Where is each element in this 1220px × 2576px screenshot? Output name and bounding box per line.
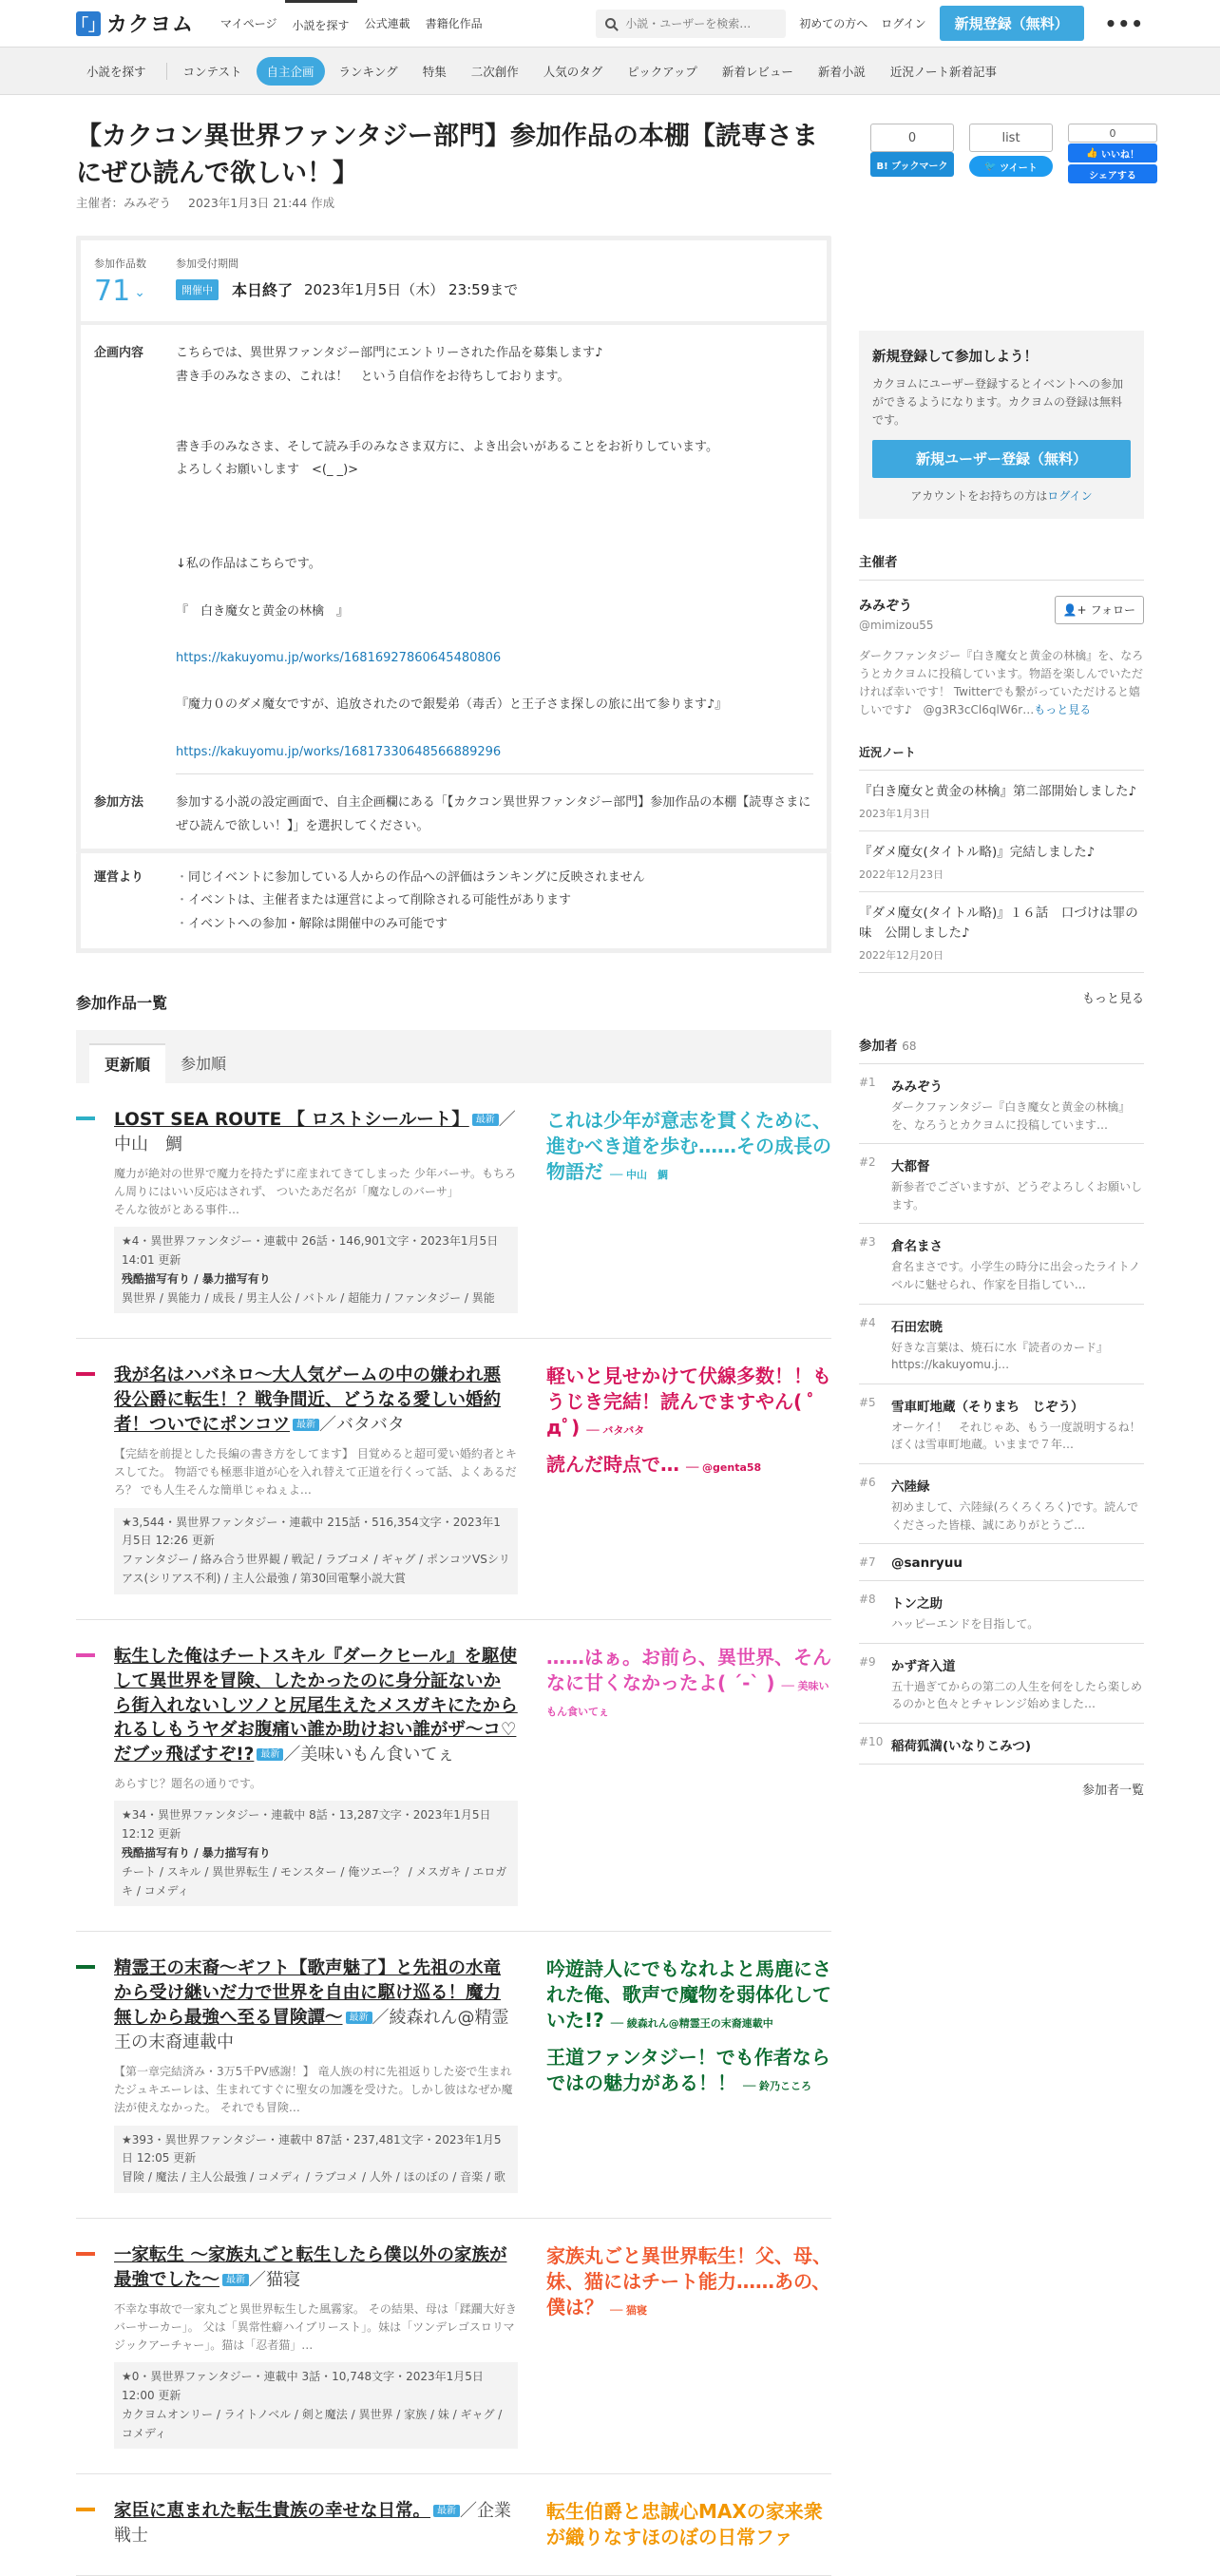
event-info-box (76, 236, 831, 853)
work-title-link[interactable]: 転生した俺はチートスキル『ダークヒール』を駆使して異世界を冒険、したかったのに身分証ないから街入れないしツノと尻尾生えたメスガキにたかられるしもうヤダお腹痛い誰か助けおい誰がザ〜コ♡だブッ飛ばすぞ!? (114, 1646, 518, 1765)
participant-item[interactable] (859, 1464, 1144, 1544)
participant-item[interactable] (859, 1581, 1144, 1644)
work-catch (546, 2499, 831, 2550)
participant-name[interactable]: かず斉入道 (891, 1658, 956, 1674)
work-intro: 【第一章完結済み・3万5千PV感謝！】 竜人族の村に先祖返りした姿で生まれたジュキエーレは、生まれてすぐに聖女の加護を受けた。しかし彼はなぜか魔法が使えなかった。 それでも冒険… (114, 2064, 513, 2115)
participant-name[interactable]: 石田宏暁 (891, 1319, 943, 1335)
event-meta (76, 194, 334, 211)
method-label: 参加方法 (94, 795, 144, 811)
work-title (114, 2499, 518, 2548)
work-title (114, 1956, 518, 2055)
work-stats: ★0・異世界ファンタジー・連載中 3話・10,748文字・2023年1月5日 12:00 更新 (122, 2370, 484, 2403)
work-intro: 不幸な事故で一家丸ごと異世界転生した風霧家。 その結果、母は「蹂躙大好きバーサーカー」。 父は「異常性癖ハイブリースト」。妹は「ツンデレゴスロリマジックアーチャー」。猫は「忍者猫」… (114, 2301, 517, 2353)
tweet-label: ツイート (1000, 162, 1038, 174)
catchphrase-author: ── バタバタ (586, 1424, 645, 1438)
genre-color-bar (76, 2252, 95, 2256)
participant-item[interactable] (859, 1724, 1144, 1765)
organizer-link[interactable]: 主催者：みみぞう (76, 196, 172, 210)
participant-item[interactable] (859, 1644, 1144, 1724)
work-tags[interactable]: カクヨムオンリー / ライトノベル / 剣と魔法 / 異世界 / 家族 / 妹 / ギャグ / コメディ (122, 2407, 503, 2440)
work-info (114, 2243, 518, 2450)
follow-label: フォロー (1090, 603, 1135, 618)
catchphrase (546, 1956, 831, 2033)
desc-line (176, 483, 727, 506)
participant-rank: #6 (859, 1475, 876, 1489)
work-title-link[interactable]: 精霊王の末裔～ギフト【歌声魅了】と先祖の水竜から受け継いだ力で世界を自由に駆け巡る！魔力無しから最強へ至る冒険譚～ (114, 1958, 502, 2029)
news-item[interactable] (859, 892, 1144, 973)
review-text: 王道ファンタジー！でも作者ならではの魅力がある！！ (546, 2046, 830, 2095)
work-catch (546, 1956, 831, 2193)
signup-button[interactable]: 新規ユーザー登録（無料） (872, 440, 1131, 478)
join-title: 新規登録して参加しよう！ (872, 350, 1038, 365)
fb-count: 0 (1068, 124, 1157, 143)
catchphrase (546, 1645, 831, 1722)
subnav-ranking[interactable]: ランキング (338, 64, 398, 79)
rule-item: ・ イベントは、主催者または運営によって削除される可能性があります (176, 889, 645, 913)
work-stats: ★3,544・異世界ファンタジー・連載中 215話・516,354文字・2023年1月5日 12:26 更新 (122, 1515, 501, 1548)
new-badge: 最新 (472, 1114, 499, 1126)
join-box (859, 331, 1144, 519)
organizer-id: @mimizou55 (859, 618, 934, 632)
global-nav (213, 0, 490, 48)
work-info (114, 1108, 518, 1314)
work-item (76, 2474, 831, 2576)
organizer-name[interactable]: みみぞう (859, 598, 912, 614)
hatena-bookmark-button[interactable]: B! ブックマーク (870, 152, 954, 177)
new-badge: 最新 (433, 2505, 460, 2517)
fb-share-button[interactable]: シェアする (1068, 164, 1157, 183)
participants-more-link[interactable]: 参加者一覧 (1081, 1783, 1144, 1798)
more-menu-icon[interactable]: ••• (1104, 11, 1144, 35)
work-title-link[interactable]: LOST SEA ROUTE 【 ロストシールート】 (114, 1109, 469, 1130)
organizer-bio (859, 647, 1144, 720)
participant-info (891, 1076, 1144, 1134)
work-title-link[interactable]: 家臣に恵まれた転生貴族の幸せな日常。 (114, 2501, 431, 2522)
desc-line (176, 412, 727, 436)
sidebar-login-link[interactable]: ログイン (1047, 488, 1093, 503)
work-item (76, 2219, 831, 2475)
organizer-heading: 主催者 (859, 551, 1144, 581)
subnav-tags[interactable]: 人気のタグ (543, 64, 603, 79)
participant-rank: #4 (859, 1315, 876, 1329)
register-button[interactable]: 新規登録（無料） (940, 6, 1084, 41)
work-meta (114, 2362, 518, 2449)
catchphrase (546, 1364, 831, 1441)
catchphrase (546, 2499, 831, 2550)
participant-item[interactable] (859, 1544, 1144, 1581)
participant-name[interactable]: 雪車町地蔵（そりまち じぞう） (891, 1399, 1084, 1415)
work-stats: ★4・異世界ファンタジー・連載中 26話・146,901文字・2023年1月5日 14:01 更新 (122, 1234, 499, 1267)
work-tags[interactable]: ファンタジー / 絡み合う世界観 / 戦記 / ラブコメ / ギャグ / ポンコツVSシリアス(シリアス不利) / 主人公最強 / 第30回電撃小説大賞 (122, 1553, 510, 1585)
participant-rank: #8 (859, 1593, 876, 1607)
participant-rank: #10 (859, 1734, 884, 1748)
catchphrase-author: ── 中山 鯛 (609, 1168, 669, 1181)
news-item[interactable] (859, 831, 1144, 892)
rule-item: ・ 同じイベントに参加している人からの作品への評価はランキングに反映されません (176, 867, 645, 890)
work-catch (546, 1645, 831, 1907)
genre-color-bar (76, 1965, 95, 1969)
work-meta (114, 1227, 518, 1313)
login-prefix: アカウントをお持ちの方は (910, 488, 1048, 503)
content-warning: 残酷描写有り / 暴力描写有り (122, 1846, 271, 1860)
work-meta (114, 1801, 518, 1906)
work-meta (114, 1508, 518, 1594)
tab-updated[interactable]: 更新順 (89, 1043, 165, 1083)
participant-name[interactable]: @sanryuu (891, 1555, 963, 1572)
work-item (76, 1339, 831, 1619)
work-author[interactable]: ／バタバタ (319, 1415, 405, 1436)
join-method: 参加する小説の設定画面で、自主企画欄にある「【カクコン異世界ファンタジー部門】参加作品の本棚【読専さまにぜひ読んで欲しい！】」を選択してください。 (176, 795, 811, 834)
desc-line (176, 717, 727, 741)
page-title: 【カクコン異世界ファンタジー部門】参加作品の本棚【読専さまにぜひ読んで欲しい！】 (76, 122, 818, 189)
work-author[interactable]: ／中山 鯛 (114, 1109, 516, 1154)
work-stats: ★393・異世界ファンタジー・連載中 87話・237,481文字・2023年1月5日 12:05 更新 (122, 2132, 502, 2166)
content-warning: 残酷描写有り / 暴力描写有り (122, 1271, 271, 1286)
participant-name[interactable]: みみぞう (891, 1079, 943, 1095)
twitter-bird-icon: 🐦 (984, 161, 997, 172)
period-label: 参加受付期間 (176, 258, 238, 270)
desc-line: 『魔力０のダメ魔女ですが、追放されたので銀髪弟（毒舌）と王子さま探しの旅に出て参ります♪』 (176, 697, 728, 713)
work-url-link[interactable]: https://kakuyomu.jp/works/16817330648566889296 (176, 744, 502, 759)
rules-label: 運営より (94, 869, 144, 885)
desc-line: 書き手のみなさまの、これは！ という自信作をお待ちしております。 (176, 369, 570, 384)
first-time-link[interactable]: 初めての方へ (799, 17, 868, 30)
subnav-new-notes[interactable]: 近況ノート新着記事 (889, 64, 998, 79)
work-catch (546, 1108, 831, 1314)
news-item[interactable] (859, 771, 1144, 831)
news-date: 2022年12月20日 (859, 949, 944, 962)
participants-count: 68 (902, 1040, 917, 1053)
work-catch (546, 2243, 831, 2450)
participant-name[interactable]: 大都督 (891, 1159, 930, 1175)
work-author[interactable]: ／美味いもん食いてぇ (283, 1745, 455, 1765)
period-end: 2023年1月5日（木） 23:59まで (304, 281, 519, 298)
join-text: カクヨムにユーザー登録するとイベントへの参加ができるようになります。カクヨムの登録は無料です。 (872, 377, 1124, 428)
participant-info (891, 1555, 963, 1571)
catchphrase-text: 家族丸ごと異世界転生！父、母、妹、猫にはチート能力……あの、僕は？ (546, 2243, 831, 2318)
catchphrase (546, 2243, 831, 2320)
participant-item[interactable] (859, 1224, 1144, 1304)
works-list (76, 1083, 831, 2576)
work-item (76, 1620, 831, 1933)
nav-mypage[interactable]: マイページ (220, 17, 277, 30)
participant-rank: #2 (859, 1155, 876, 1170)
work-url-link[interactable]: https://kakuyomu.jp/works/16816927860645480806 (176, 650, 502, 665)
subnav-features[interactable]: 特集 (422, 64, 447, 79)
participant-info (891, 1235, 1144, 1293)
review-catchphrase (546, 1452, 831, 1478)
participant-name[interactable]: 六陸緑 (891, 1479, 930, 1495)
event-description (176, 342, 727, 764)
work-count[interactable] (94, 275, 176, 308)
sidebar (859, 331, 1144, 1798)
catchphrase-text: ……はぁ。お前ら、異世界、そんなに甘くなかったよ( ´-` ) (546, 1645, 831, 1694)
work-intro: 魔力が絶対の世界で魔力を持たずに産まれてきてしまった 少年バーサ。もちろん周りにはいい反応はされず、 ついたあだ名が「魔なしのバーサ」 そんな彼がとある事件… (114, 1166, 516, 1216)
admin-notes (76, 853, 831, 953)
participant-rank: #1 (859, 1076, 876, 1089)
nav-search-novels[interactable]: 小説を探す (285, 0, 357, 48)
desc-line: こちらでは、異世界ファンタジー部門にエントリーされた作品を募集します♪ (176, 346, 603, 360)
search-icon (605, 18, 616, 29)
work-info (114, 1645, 518, 1907)
catchphrase-author: ── 猫寝 (609, 2303, 648, 2317)
new-badge: 最新 (293, 1419, 319, 1431)
desc-line: 書き手のみなさま、そして読み手のみなさま双方に、よき出会いがあることをお祈りしています。 (176, 439, 718, 454)
desc-line (176, 506, 727, 530)
tab-joined[interactable]: 参加順 (181, 1055, 227, 1074)
subnav-contest[interactable]: コンテスト (182, 64, 242, 79)
login-prompt (872, 487, 1131, 504)
sort-tabs (76, 1030, 831, 1083)
participant-desc: 倉名まさです。小学生の時分に出会ったライトノベルに魅せられ、作家を目指してい… (891, 1260, 1140, 1291)
thumbs-up-icon: 👍 (1086, 147, 1098, 159)
participant-desc: 好きな言葉は、焼石に水『読者のカード』 https://kakuyomu.j… (891, 1340, 1109, 1372)
new-badge: 最新 (257, 1748, 283, 1761)
work-intro: あらすじ？題名の通りです。 (114, 1777, 262, 1791)
desc-line: 『 白き魔女と黄金の林檎 』 (176, 603, 350, 619)
subnav-fanfic[interactable]: 二次創作 (470, 64, 519, 79)
global-header (0, 0, 1220, 48)
catchphrase-text: 軽いと見せかけて伏線多数！！もうじき完結！読んでますやん( ﾟдﾟ) (546, 1364, 831, 1440)
work-author[interactable]: ／企業戦士 (114, 2501, 512, 2547)
news-title[interactable]: 『ダメ魔女(タイトル略)』１６話 口づけは罪の味 公開しました♪ (859, 906, 1138, 942)
logo-text: カクヨム (106, 13, 195, 37)
review-catchphrase (546, 2045, 831, 2096)
participants-heading (859, 1035, 1144, 1064)
participant-name[interactable]: 稲荷狐満(いなりこみつ) (891, 1738, 1032, 1754)
search-input[interactable] (625, 17, 768, 30)
tweet-button[interactable] (969, 156, 1053, 177)
work-title (114, 1364, 518, 1438)
subnav-user-events[interactable]: 自主企画 (257, 57, 325, 86)
catchphrase-text: 吟遊詩人にでもなれよと馬鹿にされた俺、歌声で魔物を弱体化していた!? (546, 1957, 831, 2032)
works-heading: 参加作品一覧 (76, 993, 168, 1012)
work-info (114, 2499, 518, 2550)
work-title (114, 1108, 518, 1157)
catchphrase-author: ── 綾森れん@精霊王の末裔連載中 (610, 2017, 773, 2031)
participant-info (891, 1476, 1144, 1534)
catchphrase-text: これは少年が意志を貫くために、進むべき道を歩む……その成長の物語だ (546, 1108, 831, 1183)
ends-today: 本日終了 (232, 281, 294, 299)
chevron-down-icon: ⌄ (134, 284, 145, 300)
desc-line: ↓私の作品はこちらです。 (176, 557, 321, 572)
add-user-icon: 👤+ (1062, 602, 1087, 617)
desc-line (176, 623, 727, 647)
subnav-new-reviews[interactable]: 新着レビュー (721, 64, 793, 79)
participant-rank: #7 (859, 1555, 876, 1570)
subnav-new-novels[interactable]: 新着小説 (817, 64, 866, 79)
content-label: 企画内容 (94, 346, 144, 360)
nav-books[interactable]: 書籍化作品 (425, 17, 483, 30)
participant-info (891, 1316, 1144, 1374)
genre-color-bar (76, 2508, 95, 2511)
work-count-value: 71 (94, 275, 131, 308)
participant-item[interactable] (859, 1384, 1144, 1464)
count-label: 参加作品数 (94, 258, 146, 270)
nav-official[interactable]: 公式連載 (364, 17, 410, 30)
participant-desc: 初めまして、六陸緑(ろくろくろく)です。読んでくださった皆様、誠にありがとうご… (891, 1499, 1139, 1532)
work-item (76, 1083, 831, 1340)
work-info (114, 1364, 518, 1593)
participant-name[interactable]: トン之助 (891, 1596, 943, 1612)
catchphrase-text: 転生伯爵と忠誠心MAXの家来衆が織りなすほのぼの日常ファ (546, 2500, 823, 2549)
search-box[interactable] (596, 10, 786, 38)
main-column (76, 236, 831, 2576)
participant-name[interactable]: 倉名まさ (891, 1239, 943, 1255)
hatena-count: 0 (870, 124, 954, 152)
genre-color-bar (76, 1116, 95, 1120)
participant-info (891, 1655, 1144, 1713)
work-author[interactable]: ／猫寝 (249, 2269, 301, 2290)
desc-line (176, 577, 727, 601)
desc-line (176, 671, 727, 695)
participant-info (891, 1155, 1144, 1213)
participant-info (891, 1396, 1144, 1454)
news-date: 2022年12月23日 (859, 868, 944, 882)
news-more-link[interactable]: もっと見る (1081, 992, 1144, 1006)
catchphrase (546, 1108, 831, 1185)
participant-desc: ハッピーエンドを目指して。 (891, 1617, 1039, 1631)
organizer-bio-text: ダークファンタジー『白き魔女と黄金の林檎』を、なろうとカクヨムに投稿しています。物語を楽しんでいただければ幸いです！ Twitterでも繋がっていただけると嬉しいです♪ @g3R3cCl6qlW6r… (859, 648, 1144, 717)
logo-mark: 「」 (76, 11, 101, 36)
bio-more-link[interactable]: もっと見る (1034, 703, 1092, 717)
participants-list (859, 1064, 1144, 1765)
genre-color-bar (76, 1653, 95, 1657)
work-title-link[interactable]: 我が名はハバネロ〜大人気ゲームの中の嫌われ悪役公爵に転生！？戦争間近、どうなる愛しい婚約者！ついでにポンコツ (114, 1365, 502, 1436)
desc-line (176, 530, 727, 554)
fb-like-button[interactable] (1068, 143, 1157, 162)
site-logo[interactable] (72, 9, 195, 38)
work-title (114, 1645, 518, 1767)
created-date: 2023年1月3日 21:44 作成 (188, 196, 335, 210)
review-author: ── @genta58 (685, 1461, 762, 1475)
list-button[interactable]: list (969, 124, 1053, 152)
work-author[interactable]: ／綾森れん@精霊王の末裔連載中 (114, 2008, 509, 2053)
desc-line: よろしくお願いします <(_ _)> (176, 463, 359, 478)
login-link[interactable]: ログイン (881, 17, 926, 30)
participant-rank: #5 (859, 1395, 876, 1409)
work-title (114, 2243, 518, 2293)
work-item (76, 1932, 831, 2219)
rule-item: ・ イベントへの参加・解除は開催中のみ可能です (176, 913, 645, 937)
desc-line (176, 389, 727, 412)
news-heading: 近況ノート (859, 744, 1144, 771)
participant-item[interactable] (859, 1064, 1144, 1144)
news-list (859, 771, 1144, 973)
work-info (114, 1956, 518, 2193)
sub-nav (0, 48, 1220, 95)
participant-rank: #9 (859, 1654, 876, 1669)
participant-item[interactable] (859, 1144, 1144, 1224)
catchphrase-author: ── 美味いもん食いてぇ (546, 1679, 829, 1718)
news-title[interactable]: 『白き魔女と黄金の林檎』第二部開始しました♪ (859, 784, 1137, 800)
status-badge: 開催中 (176, 279, 219, 300)
review-text: 読んだ時点で… (546, 1453, 679, 1477)
participant-rank: #3 (859, 1235, 876, 1250)
participant-info (891, 1593, 1039, 1633)
work-meta (114, 2126, 518, 2193)
subnav-search[interactable]: 小説を探す (86, 64, 146, 79)
new-badge: 最新 (222, 2274, 249, 2286)
work-intro: 【完結を前提とした長編の書き方をしてます】 目覚めると超可愛い婚約者とキスしてた。 物語でも極悪非道が心を入れ替えて正道を行くって話、よくあるだろ？ でも人生そんな簡単じゃねぇよ… (114, 1447, 517, 1498)
fb-like-label: いいね！ (1100, 149, 1139, 161)
work-tags[interactable]: チート / スキル / 異世界転生 / モンスター / 俺ツエー？ / メスガキ / エロガキ / コメディ (122, 1864, 507, 1898)
participant-desc: ダークファンタジー『白き魔女と黄金の林檎』を、なろうとカクヨムに投稿しています… (891, 1100, 1131, 1132)
follow-button[interactable] (1055, 596, 1144, 624)
subnav-pickup[interactable]: ピックアップ (627, 64, 697, 79)
participant-info (891, 1735, 1031, 1754)
participants-label: 参加者 (859, 1039, 898, 1054)
participant-desc: 五十過ぎてからの第二の人生を何をしたら楽しめるのかと色々とチャレンジ始めました… (891, 1679, 1143, 1711)
work-stats: ★34・異世界ファンタジー・連載中 8話・13,287文字・2023年1月5日 12:12 更新 (122, 1808, 491, 1841)
divider (176, 773, 813, 774)
participant-item[interactable] (859, 1305, 1144, 1384)
participant-desc: 新参者でございますが、どうぞよろしくお願いします。 (891, 1180, 1143, 1212)
work-catch (546, 1364, 831, 1593)
social-buttons (870, 124, 1172, 183)
news-title[interactable]: 『ダメ魔女(タイトル略)』完結しました♪ (859, 845, 1096, 861)
review-author: ── 鈴乃こころ (742, 2080, 812, 2093)
work-tags[interactable]: 異世界 / 異能力 / 成長 / 男主人公 / バトル / 超能力 / ファンタジー / 異能 (122, 1290, 495, 1305)
work-tags[interactable]: 冒険 / 魔法 / 主人公最強 / コメディ / ラブコメ / 人外 / ほのぼの / 音楽 / 歌 (122, 2170, 505, 2185)
work-title-link[interactable]: 一家転生 ～家族丸ごと転生したら僕以外の家族が最強でした～ (114, 2244, 507, 2290)
new-badge: 最新 (346, 2012, 372, 2024)
genre-color-bar (76, 1372, 95, 1376)
participant-desc: オーケイ！ それじゃあ、もう一度説明するね！ぼくは雪車町地蔵。いままで７年… (891, 1420, 1141, 1452)
news-date: 2023年1月3日 (859, 808, 930, 821)
subnav-divider (166, 63, 167, 80)
